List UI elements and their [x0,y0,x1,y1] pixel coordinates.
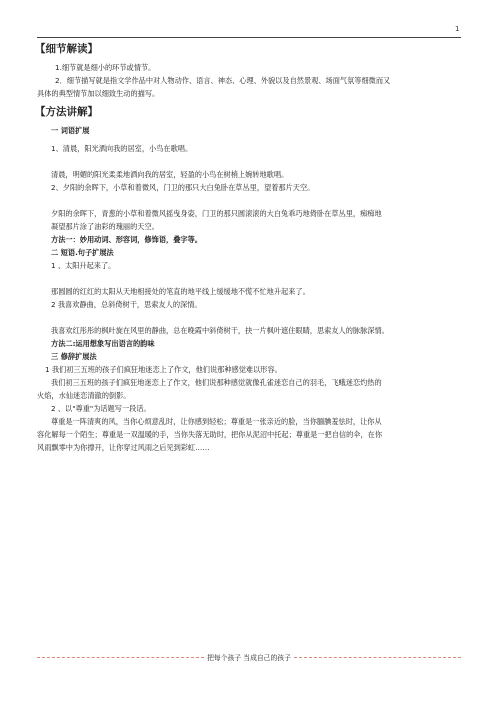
expanded-sentence: 容化解每一个陌生；尊重是一双温暖的手，当你失落无助时，把你从泥沼中托起；尊重是一把自信的伞，在你 [37,430,383,439]
paragraph: 2．细节描写就是指文学作品中对人物动作、语言、神态、心理、外貌以及自然景观、场面气氛等细微而又 [55,76,391,85]
section-title-method: 【方法讲解】 [35,106,98,118]
expanded-sentence: 凝望那片涂了油彩的瑰丽的天空。 [51,222,159,231]
subheading-rhetoric-expansion: 三 修辞扩展法 [51,352,97,361]
expanded-sentence: 那圆圆的红红的太阳从天地相接处的笔直的地平线上缓缓地不慌不忙地升起来了。 [51,287,310,296]
method-note: 方法一：妙用动词、形容词，修饰语，叠字等。 [51,235,202,244]
expanded-sentence: 清晨，明媚的阳光柔柔地洒向我的居室，轻盈的小鸟在树梢上婉转地歌唱。 [51,170,289,179]
header-rule [37,37,461,38]
expanded-sentence: 我喜欢红彤彤的枫叶旋在风里的静曲，总在晚霞中斜倚树干，抉一片枫叶遮住眼睛，思索友人的脉脉深情。 [51,326,389,335]
paragraph: 1.细节就是细小的环节或情节。 [55,63,156,72]
example-sentence: 2 、以"尊重"为话题写一段话。 [51,404,151,413]
method-note: 方法二:运用想象写出语言的韵味 [51,339,155,348]
expanded-sentence: 风雨飘零中为你撑开，让你穿过风雨之后见到彩虹…… [37,443,210,452]
document-body [37,40,461,454]
expanded-sentence: 我们初三五班的孩子们疯狂地迷恋上了作文，他们说那种感觉就像孔雀迷恋自己的羽毛，飞蛾迷恋灼热的 [51,378,382,387]
subheading-word-expansion: 一 词语扩展 [51,126,90,135]
expanded-sentence: 火焰，水仙迷恋清澈的倒影。 [37,391,131,400]
example-sentence: 1 我们初三五班的孩子们疯狂地迷恋上了作文，他们说那种感觉难以形容。 [45,365,282,374]
paragraph: 具体的典型情节加以细致生动的描写。 [37,89,160,98]
expanded-sentence: 尊重是一阵清爽的风，当你心烦意乱时，让你感到轻松；尊重是一张亲近的脸，当你腼腆羞怯时，让你从 [51,417,382,426]
section-title-detail: 【细节解读】 [35,43,98,55]
example-sentence: 1 、太阳升起来了。 [51,261,116,270]
example-sentence: 2 我喜欢静曲，总斜倚树干，思索友人的深情。 [51,300,202,309]
example-sentence: 1、清晨，阳光洒向我的居室，小鸟在歌唱。 [51,144,193,153]
footer [37,652,461,662]
footer-dash-left [37,657,204,658]
expanded-sentence: 夕阳的余晖下，青葱的小草和着微风摇曳身姿，门卫的那只圆滚滚的大白兔乖巧地倚卧在草丛里，痴痴地 [51,209,382,218]
footer-slogan: 把每个孩子 当成自己的孩子 [207,654,291,662]
footer-dash-right [294,657,461,658]
example-sentence: 2、夕阳的余晖下，小草和着微风，门卫的那只大白兔卧在草丛里，望着那片天空。 [51,183,315,192]
subheading-phrase-expansion: 二 短语.句子扩展法 [51,248,114,257]
page-number: 1 [455,25,460,33]
